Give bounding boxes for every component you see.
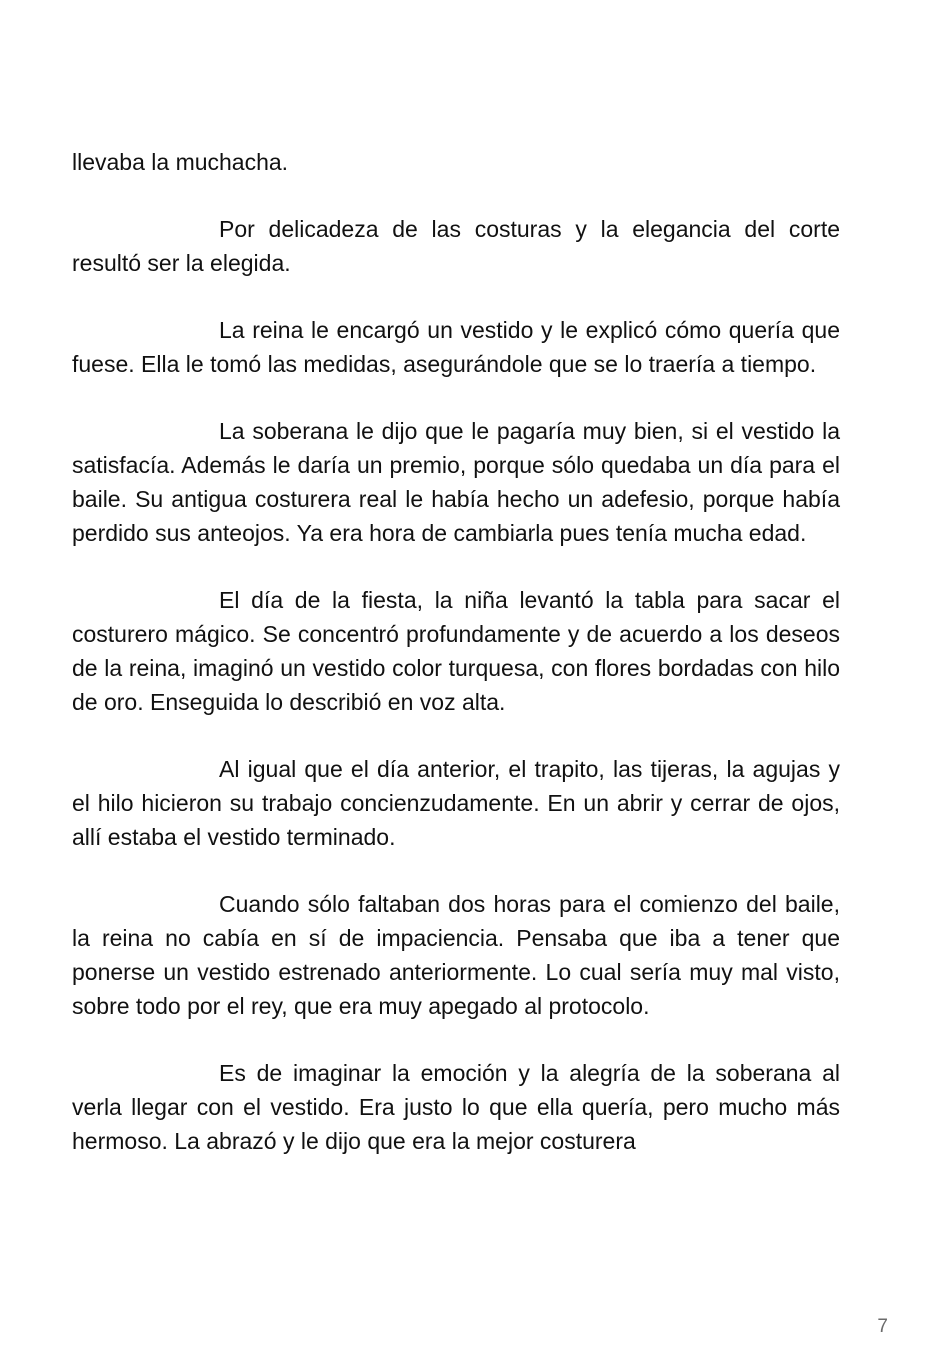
paragraph-4: La soberana le dijo que le pagaría muy bien, si el vestido la satisfacía. Además le daría un premio, porque sólo quedaba un día para el baile. Su antigua costurera real le había hecho un adefesio, porque había perdido sus anteojos. Ya era hora de cambiarla pues tenía mucha edad. — [72, 418, 840, 546]
paragraph-6: Al igual que el día anterior, el trapito, las tijeras, la agujas y el hilo hicieron su trabajo concienzudamente. En un abrir y cerrar de ojos, allí estaba el vestido terminado. — [72, 756, 840, 850]
paragraph-7: Cuando sólo faltaban dos horas para el comienzo del baile, la reina no cabía en sí de impaciencia. Pensaba que iba a tener que ponerse un vestido estrenado anteriormente. Lo cual sería muy mal visto, sobre todo por el rey, que era muy apegado al protocolo. — [72, 891, 840, 1019]
paragraph-2: Por delicadeza de las costuras y la elegancia del corte resultó ser la elegida. — [72, 216, 840, 276]
paragraph-8: Es de imaginar la emoción y la alegría de la soberana al verla llegar con el vestido. Era justo lo que ella quería, pero mucho más hermoso. La abrazó y le dijo que era la mejor costurera — [72, 1060, 840, 1154]
paragraph-5: El día de la fiesta, la niña levantó la tabla para sacar el costurero mágico. Se concentró profundamente y de acuerdo a los deseos de la reina, imaginó un vestido color turquesa, con flores bordadas con hilo de oro. Enseguida lo describió en voz alta. — [72, 587, 840, 715]
page-number: 7 — [877, 1316, 888, 1337]
paragraph-1: llevaba la muchacha. — [72, 149, 289, 175]
body-text — [72, 145, 840, 1158]
paragraph-3: La reina le encargó un vestido y le explicó cómo quería que fuese. Ella le tomó las medidas, asegurándole que se lo traería a tiempo. — [72, 317, 840, 377]
